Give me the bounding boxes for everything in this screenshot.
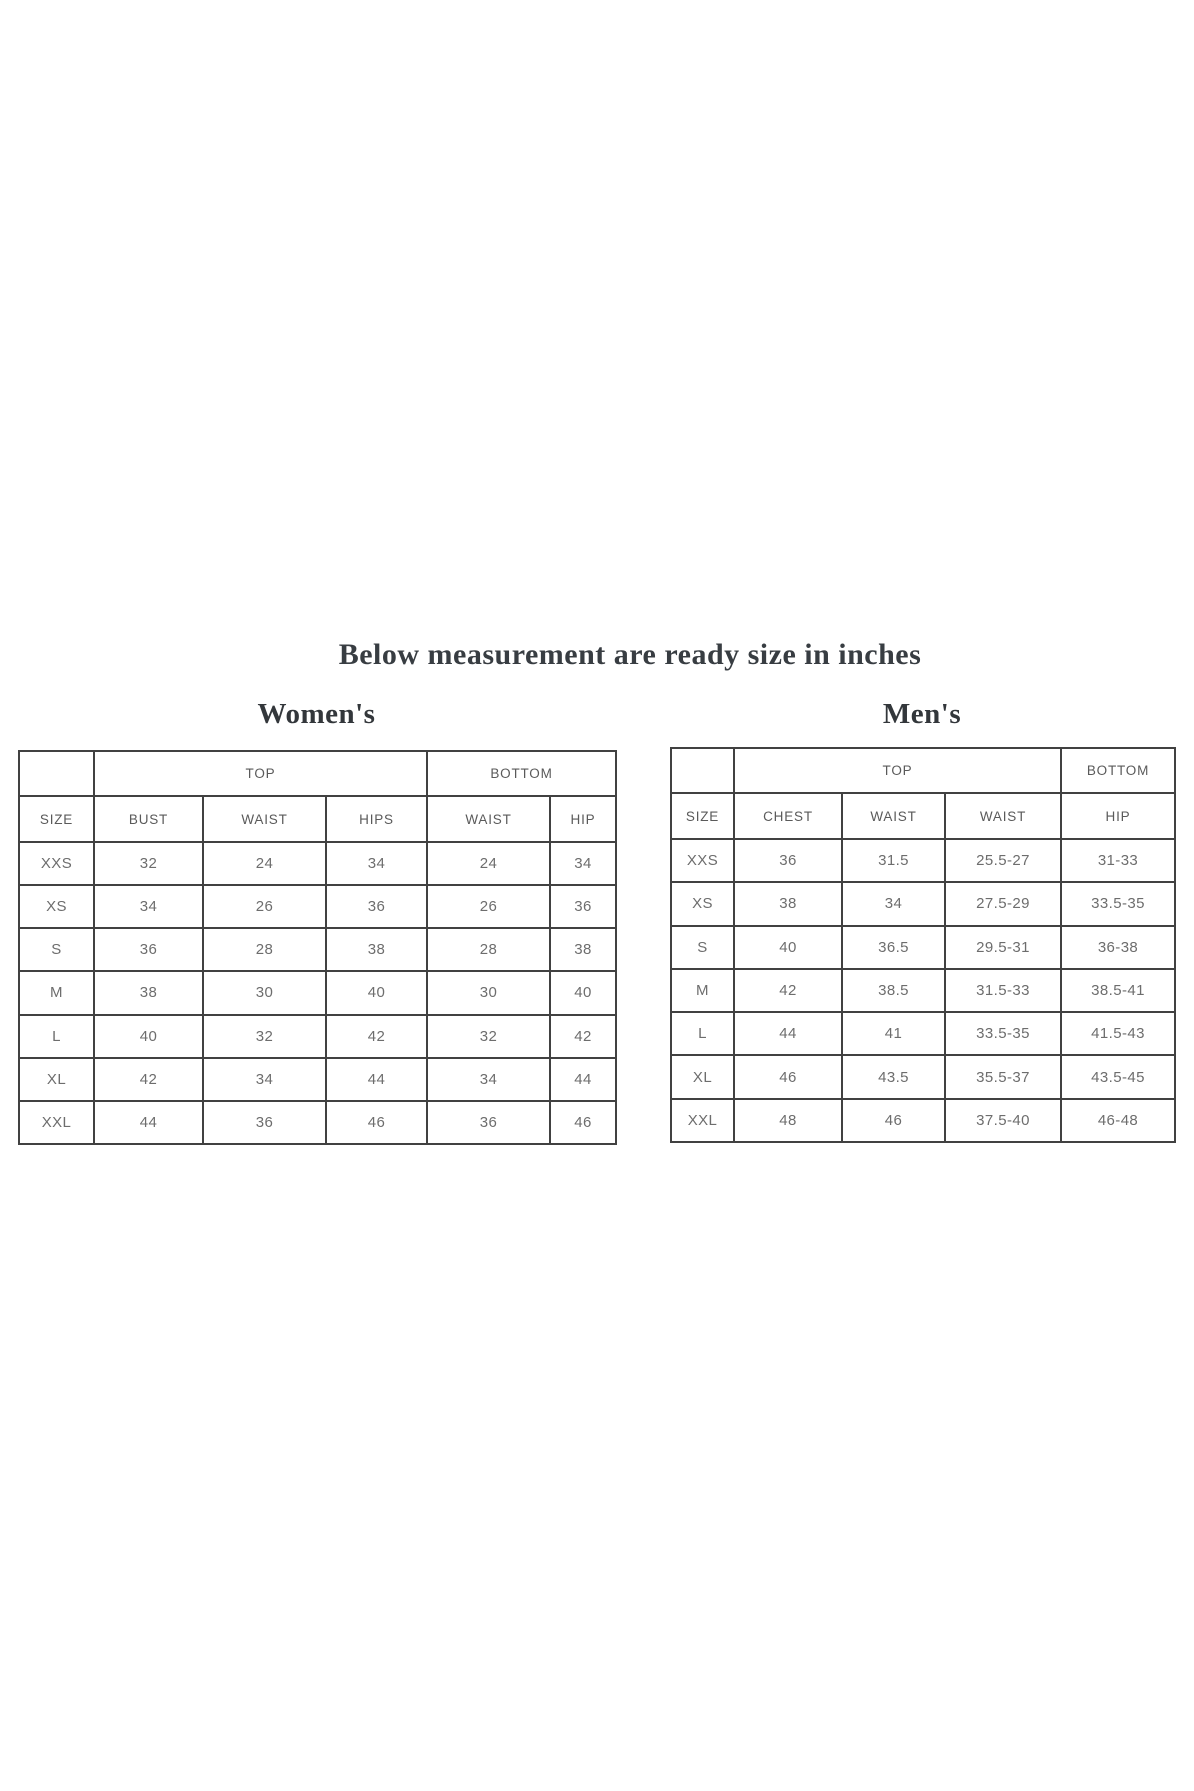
measurement-cell: 48: [734, 1099, 842, 1142]
table-row: [19, 842, 616, 885]
size-label-cell: M: [671, 969, 734, 1012]
measurement-cell: 42: [94, 1058, 203, 1101]
table-row: [19, 885, 616, 928]
measurement-cell: 28: [427, 928, 550, 971]
measurement-cell: 42: [550, 1015, 616, 1058]
mens-col-header-waist-bottom: WAIST: [945, 793, 1061, 839]
table-row: [671, 1099, 1175, 1142]
size-label-cell: XXS: [671, 839, 734, 882]
measurement-cell: 41: [842, 1012, 945, 1055]
measurement-cell: 34: [326, 842, 427, 885]
measurement-cell: 34: [427, 1058, 550, 1101]
measurement-cell: 38: [734, 882, 842, 925]
measurement-cell: 36: [734, 839, 842, 882]
womens-group-header-row: [19, 751, 616, 796]
measurement-cell: 25.5-27: [945, 839, 1061, 882]
measurement-cell: 27.5-29: [945, 882, 1061, 925]
mens-group-header-row: [671, 748, 1175, 793]
table-row: [671, 882, 1175, 925]
measurement-cell: 43.5-45: [1061, 1055, 1175, 1098]
measurement-cell: 46: [734, 1055, 842, 1098]
table-row: [19, 928, 616, 971]
measurement-cell: 44: [550, 1058, 616, 1101]
size-label-cell: XL: [19, 1058, 94, 1101]
measurement-cell: 41.5-43: [1061, 1012, 1175, 1055]
measurement-cell: 32: [203, 1015, 326, 1058]
measurement-cell: 31.5: [842, 839, 945, 882]
measurement-cell: 34: [94, 885, 203, 928]
measurement-cell: 24: [203, 842, 326, 885]
table-row: [19, 1058, 616, 1101]
measurement-cell: 37.5-40: [945, 1099, 1061, 1142]
womens-col-header-size: SIZE: [19, 796, 94, 842]
size-label-cell: XXL: [671, 1099, 734, 1142]
measurement-cell: 44: [734, 1012, 842, 1055]
measurement-cell: 31-33: [1061, 839, 1175, 882]
table-row: [671, 926, 1175, 969]
measurement-cell: 33.5-35: [945, 1012, 1061, 1055]
measurement-cell: 34: [550, 842, 616, 885]
measurement-cell: 36: [203, 1101, 326, 1144]
womens-col-header-bust: BUST: [94, 796, 203, 842]
mens-top-group-header: TOP: [734, 748, 1061, 793]
womens-col-header-waist-top: WAIST: [203, 796, 326, 842]
size-label-cell: XS: [671, 882, 734, 925]
measurement-cell: 36: [326, 885, 427, 928]
measurement-cell: 28: [203, 928, 326, 971]
measurement-cell: 38.5: [842, 969, 945, 1012]
womens-col-header-hip: HIP: [550, 796, 616, 842]
measurement-cell: 36.5: [842, 926, 945, 969]
mens-empty-corner-cell: [671, 748, 734, 793]
size-label-cell: XXL: [19, 1101, 94, 1144]
table-row: [671, 1055, 1175, 1098]
measurement-cell: 33.5-35: [1061, 882, 1175, 925]
mens-col-header-hip: HIP: [1061, 793, 1175, 839]
table-row: [671, 969, 1175, 1012]
womens-col-header-waist-bottom: WAIST: [427, 796, 550, 842]
measurement-cell: 46: [326, 1101, 427, 1144]
womens-col-header-hips: HIPS: [326, 796, 427, 842]
mens-col-header-size: SIZE: [671, 793, 734, 839]
measurement-cell: 34: [203, 1058, 326, 1101]
mens-col-header-waist-top: WAIST: [842, 793, 945, 839]
page-title: Below measurement are ready size in inches: [338, 638, 922, 671]
measurement-cell: 38: [550, 928, 616, 971]
table-row: [19, 971, 616, 1014]
mens-size-table: [670, 747, 1176, 1143]
size-label-cell: M: [19, 971, 94, 1014]
womens-table-heading: Women's: [257, 698, 376, 730]
measurement-cell: 46-48: [1061, 1099, 1175, 1142]
measurement-cell: 40: [550, 971, 616, 1014]
measurement-cell: 36-38: [1061, 926, 1175, 969]
womens-column-header-row: [19, 796, 616, 842]
measurement-cell: 32: [94, 842, 203, 885]
measurement-cell: 44: [326, 1058, 427, 1101]
measurement-cell: 36: [94, 928, 203, 971]
measurement-cell: 46: [550, 1101, 616, 1144]
measurement-cell: 44: [94, 1101, 203, 1144]
measurement-cell: 36: [427, 1101, 550, 1144]
table-row: [671, 839, 1175, 882]
womens-size-table: [18, 750, 617, 1145]
measurement-cell: 30: [203, 971, 326, 1014]
measurement-cell: 42: [326, 1015, 427, 1058]
measurement-cell: 40: [94, 1015, 203, 1058]
size-label-cell: XL: [671, 1055, 734, 1098]
measurement-cell: 42: [734, 969, 842, 1012]
mens-bottom-group-header: BOTTOM: [1061, 748, 1175, 793]
measurement-cell: 34: [842, 882, 945, 925]
mens-column-header-row: [671, 793, 1175, 839]
measurement-cell: 40: [326, 971, 427, 1014]
size-label-cell: S: [671, 926, 734, 969]
size-label-cell: L: [671, 1012, 734, 1055]
table-row: [19, 1101, 616, 1144]
size-label-cell: XS: [19, 885, 94, 928]
measurement-cell: 38: [326, 928, 427, 971]
womens-empty-corner-cell: [19, 751, 94, 796]
measurement-cell: 31.5-33: [945, 969, 1061, 1012]
womens-bottom-group-header: BOTTOM: [427, 751, 616, 796]
measurement-cell: 30: [427, 971, 550, 1014]
measurement-cell: 26: [427, 885, 550, 928]
size-label-cell: S: [19, 928, 94, 971]
measurement-cell: 38.5-41: [1061, 969, 1175, 1012]
measurement-cell: 43.5: [842, 1055, 945, 1098]
mens-table-heading: Men's: [882, 698, 962, 730]
measurement-cell: 36: [550, 885, 616, 928]
womens-top-group-header: TOP: [94, 751, 427, 796]
measurement-cell: 26: [203, 885, 326, 928]
measurement-cell: 35.5-37: [945, 1055, 1061, 1098]
measurement-cell: 29.5-31: [945, 926, 1061, 969]
size-label-cell: L: [19, 1015, 94, 1058]
measurement-cell: 46: [842, 1099, 945, 1142]
measurement-cell: 32: [427, 1015, 550, 1058]
measurement-cell: 38: [94, 971, 203, 1014]
table-row: [671, 1012, 1175, 1055]
measurement-cell: 40: [734, 926, 842, 969]
measurement-cell: 24: [427, 842, 550, 885]
mens-col-header-chest: CHEST: [734, 793, 842, 839]
size-label-cell: XXS: [19, 842, 94, 885]
table-row: [19, 1015, 616, 1058]
